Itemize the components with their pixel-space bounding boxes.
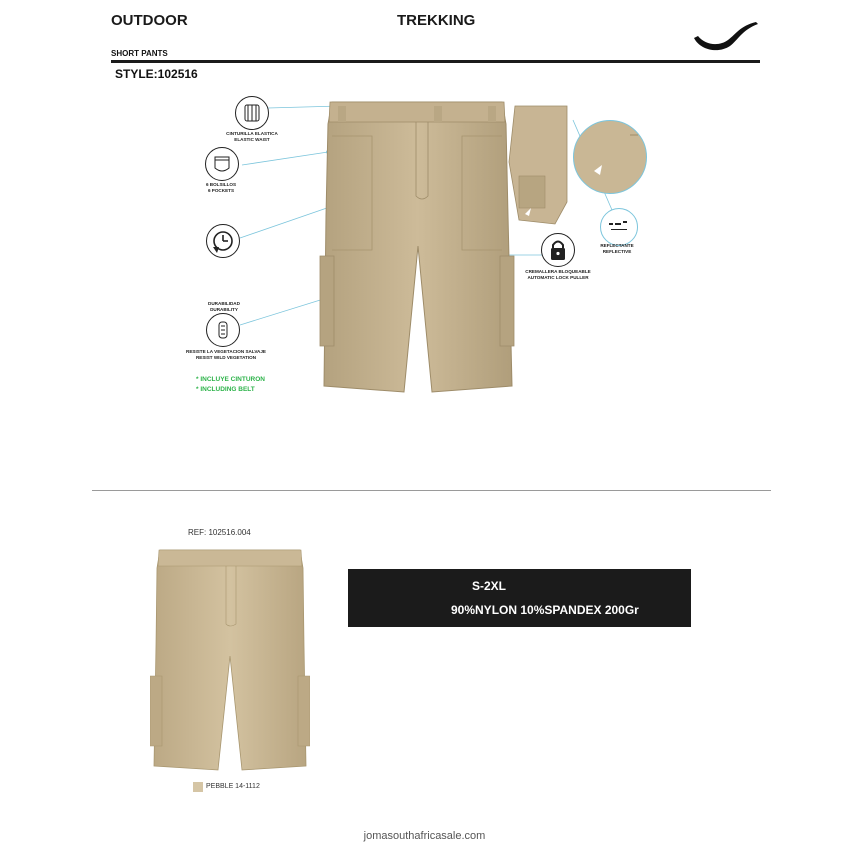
reflective-label-es: REFLECTANTE bbox=[600, 243, 634, 248]
lock-icon bbox=[541, 233, 575, 267]
spec-box bbox=[348, 569, 691, 627]
resist-vegetation-label-es: RESISTE LA VEGETACION SALVAJE bbox=[186, 349, 266, 354]
elastic-waist-label-es: CINTURILLA ELASTICA bbox=[226, 131, 278, 136]
subcategory-label: TREKKING bbox=[397, 12, 476, 29]
footer-website: jomasouthafricasale.com bbox=[363, 830, 486, 842]
lock-zipper-label-en: AUTOMATIC LOCK PULLER bbox=[527, 274, 589, 280]
color-swatch bbox=[193, 782, 203, 792]
composition: 90%NYLON 10%SPANDEX 200Gr bbox=[451, 603, 639, 617]
section-divider bbox=[92, 490, 771, 491]
durability-label-es: DURABILIDAD bbox=[208, 301, 240, 306]
color-name: PEBBLE 14-1112 bbox=[206, 783, 260, 790]
style-number: STYLE:102516 bbox=[115, 67, 198, 81]
shorts-front-illustration bbox=[316, 96, 518, 398]
includes-belt-en: * INCLUDING BELT bbox=[196, 386, 255, 393]
elastic-waist-label-en: ELASTIC WAIST bbox=[234, 136, 270, 142]
reflective-detail-zoom bbox=[573, 120, 647, 194]
variant-shorts-illustration bbox=[150, 546, 310, 776]
elastic-waist-icon bbox=[235, 96, 269, 130]
product-type-label: SHORT PANTS bbox=[111, 49, 168, 58]
includes-belt-es: * INCLUYE CINTURON bbox=[196, 376, 265, 383]
reflective-label-en: REFLECTIVE bbox=[602, 248, 632, 254]
reflective-icon bbox=[600, 208, 638, 246]
pockets-label-es: 6 BOLSILLOS bbox=[205, 182, 237, 187]
durability-icon bbox=[206, 313, 240, 347]
shorts-side-illustration bbox=[505, 102, 571, 228]
pocket-icon bbox=[205, 147, 239, 181]
lock-zipper-label-es: CREMALLERA BLOQUEABLE bbox=[525, 269, 591, 274]
durability-label-en: DURABILITY bbox=[210, 306, 238, 312]
size-range: S-2XL bbox=[472, 579, 507, 593]
pockets-label-en: 6 POCKETS bbox=[207, 187, 235, 193]
resist-vegetation-label-en: RESIST WILD VEGETATION bbox=[195, 354, 257, 360]
quick-dry-clock-icon bbox=[206, 224, 240, 258]
category-label: OUTDOOR bbox=[111, 12, 188, 29]
variant-ref: REF: 102516.004 bbox=[188, 528, 251, 537]
